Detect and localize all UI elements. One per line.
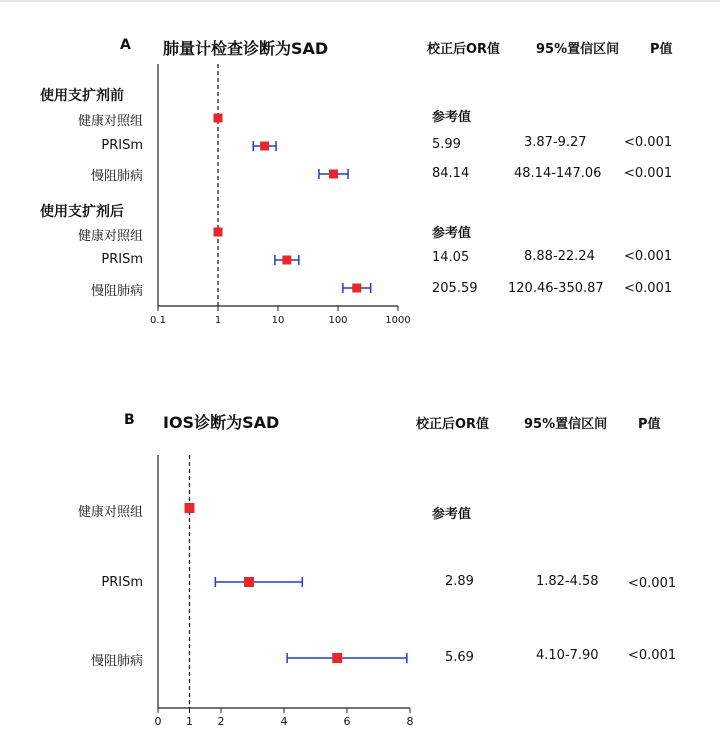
panel-a-forest-plot bbox=[0, 0, 720, 340]
panel-b-p-value: <0.001 bbox=[628, 576, 677, 591]
panel-a-ci-value: 8.88-22.24 bbox=[524, 249, 595, 264]
panel-a-row-label: PRISm bbox=[101, 252, 143, 267]
x-tick-label: 0.1 bbox=[150, 315, 166, 326]
panel-a-ci-value: 3.87-9.27 bbox=[524, 135, 587, 150]
or-marker bbox=[185, 503, 195, 513]
panel-a-row-label: 健康对照组 bbox=[77, 229, 143, 244]
x-tick-label: 8 bbox=[406, 715, 414, 728]
panel-b-header-or: 校正后OR值 bbox=[416, 417, 490, 432]
panel-b-row-label: PRISm bbox=[101, 575, 143, 590]
panel-a-row-label: 健康对照组 bbox=[77, 114, 143, 129]
x-tick-label: 10 bbox=[271, 315, 285, 326]
or-marker bbox=[332, 653, 342, 663]
x-tick-label: 100 bbox=[328, 315, 348, 326]
panel-a-ref-value: 参考值 bbox=[432, 110, 472, 125]
or-marker bbox=[214, 114, 223, 123]
panel-b-row-label: 健康对照组 bbox=[77, 505, 143, 520]
panel-a-row-label: PRISm bbox=[101, 138, 143, 153]
panel-a-header-or: 校正后OR值 bbox=[427, 42, 501, 57]
x-tick-label: 4 bbox=[280, 715, 288, 728]
panel-b-header-ci: 95%置信区间 bbox=[524, 417, 608, 432]
panel-a-or-value: 14.05 bbox=[432, 250, 470, 265]
panel-a-letter: A bbox=[120, 37, 131, 53]
panel-a-ci-value: 120.46-350.87 bbox=[508, 281, 604, 296]
panel-b-or-value: 5.69 bbox=[445, 650, 474, 665]
panel-b-letter: B bbox=[124, 412, 135, 428]
panel-a-row-label: 慢阻肺病 bbox=[90, 284, 143, 299]
panel-a-p-value: <0.001 bbox=[624, 166, 673, 181]
x-tick-label: 0 bbox=[154, 715, 162, 728]
x-tick-label: 2 bbox=[217, 715, 225, 728]
panel-a-or-value: 84.14 bbox=[432, 166, 470, 181]
or-marker bbox=[352, 284, 361, 293]
panel-b-ci-value: 4.10-7.90 bbox=[536, 648, 599, 663]
x-tick-label: 1 bbox=[214, 315, 222, 326]
panel-a-or-value: 205.59 bbox=[432, 281, 478, 296]
panel-a-p-value: <0.001 bbox=[624, 135, 673, 150]
x-tick-label: 1000 bbox=[385, 315, 411, 326]
panel-a-group-after: 使用支扩剂后 bbox=[40, 204, 124, 220]
panel-a-header-p: P值 bbox=[650, 42, 673, 57]
panel-a-group-before: 使用支扩剂前 bbox=[40, 88, 124, 104]
panel-a-p-value: <0.001 bbox=[624, 281, 673, 296]
panel-b-ref-value: 参考值 bbox=[432, 507, 472, 522]
panel-b-ci-value: 1.82-4.58 bbox=[536, 574, 599, 589]
or-marker bbox=[260, 142, 269, 151]
panel-b-row-label: 慢阻肺病 bbox=[90, 654, 143, 669]
panel-a-ci-value: 48.14-147.06 bbox=[514, 166, 602, 181]
panel-a-p-value: <0.001 bbox=[624, 249, 673, 264]
panel-b-title: IOS诊断为SAD bbox=[163, 413, 280, 432]
panel-a-row-label: 慢阻肺病 bbox=[90, 169, 143, 184]
panel-a-or-value: 5.99 bbox=[432, 137, 461, 152]
panel-b-or-value: 2.89 bbox=[445, 574, 474, 589]
or-marker bbox=[282, 256, 291, 265]
or-marker bbox=[214, 228, 223, 237]
panel-a-ref-value: 参考值 bbox=[432, 226, 472, 241]
x-tick-label: 1 bbox=[186, 715, 193, 728]
or-marker bbox=[244, 577, 254, 587]
or-marker bbox=[329, 170, 338, 179]
panel-b-forest-plot bbox=[0, 400, 720, 745]
panel-a-header-ci: 95%置信区间 bbox=[536, 42, 620, 57]
panel-a-title: 肺量计检查诊断为SAD bbox=[163, 39, 329, 58]
panel-b-header-p: P值 bbox=[638, 417, 661, 432]
x-tick-label: 6 bbox=[343, 715, 351, 728]
panel-b-p-value: <0.001 bbox=[628, 648, 677, 663]
